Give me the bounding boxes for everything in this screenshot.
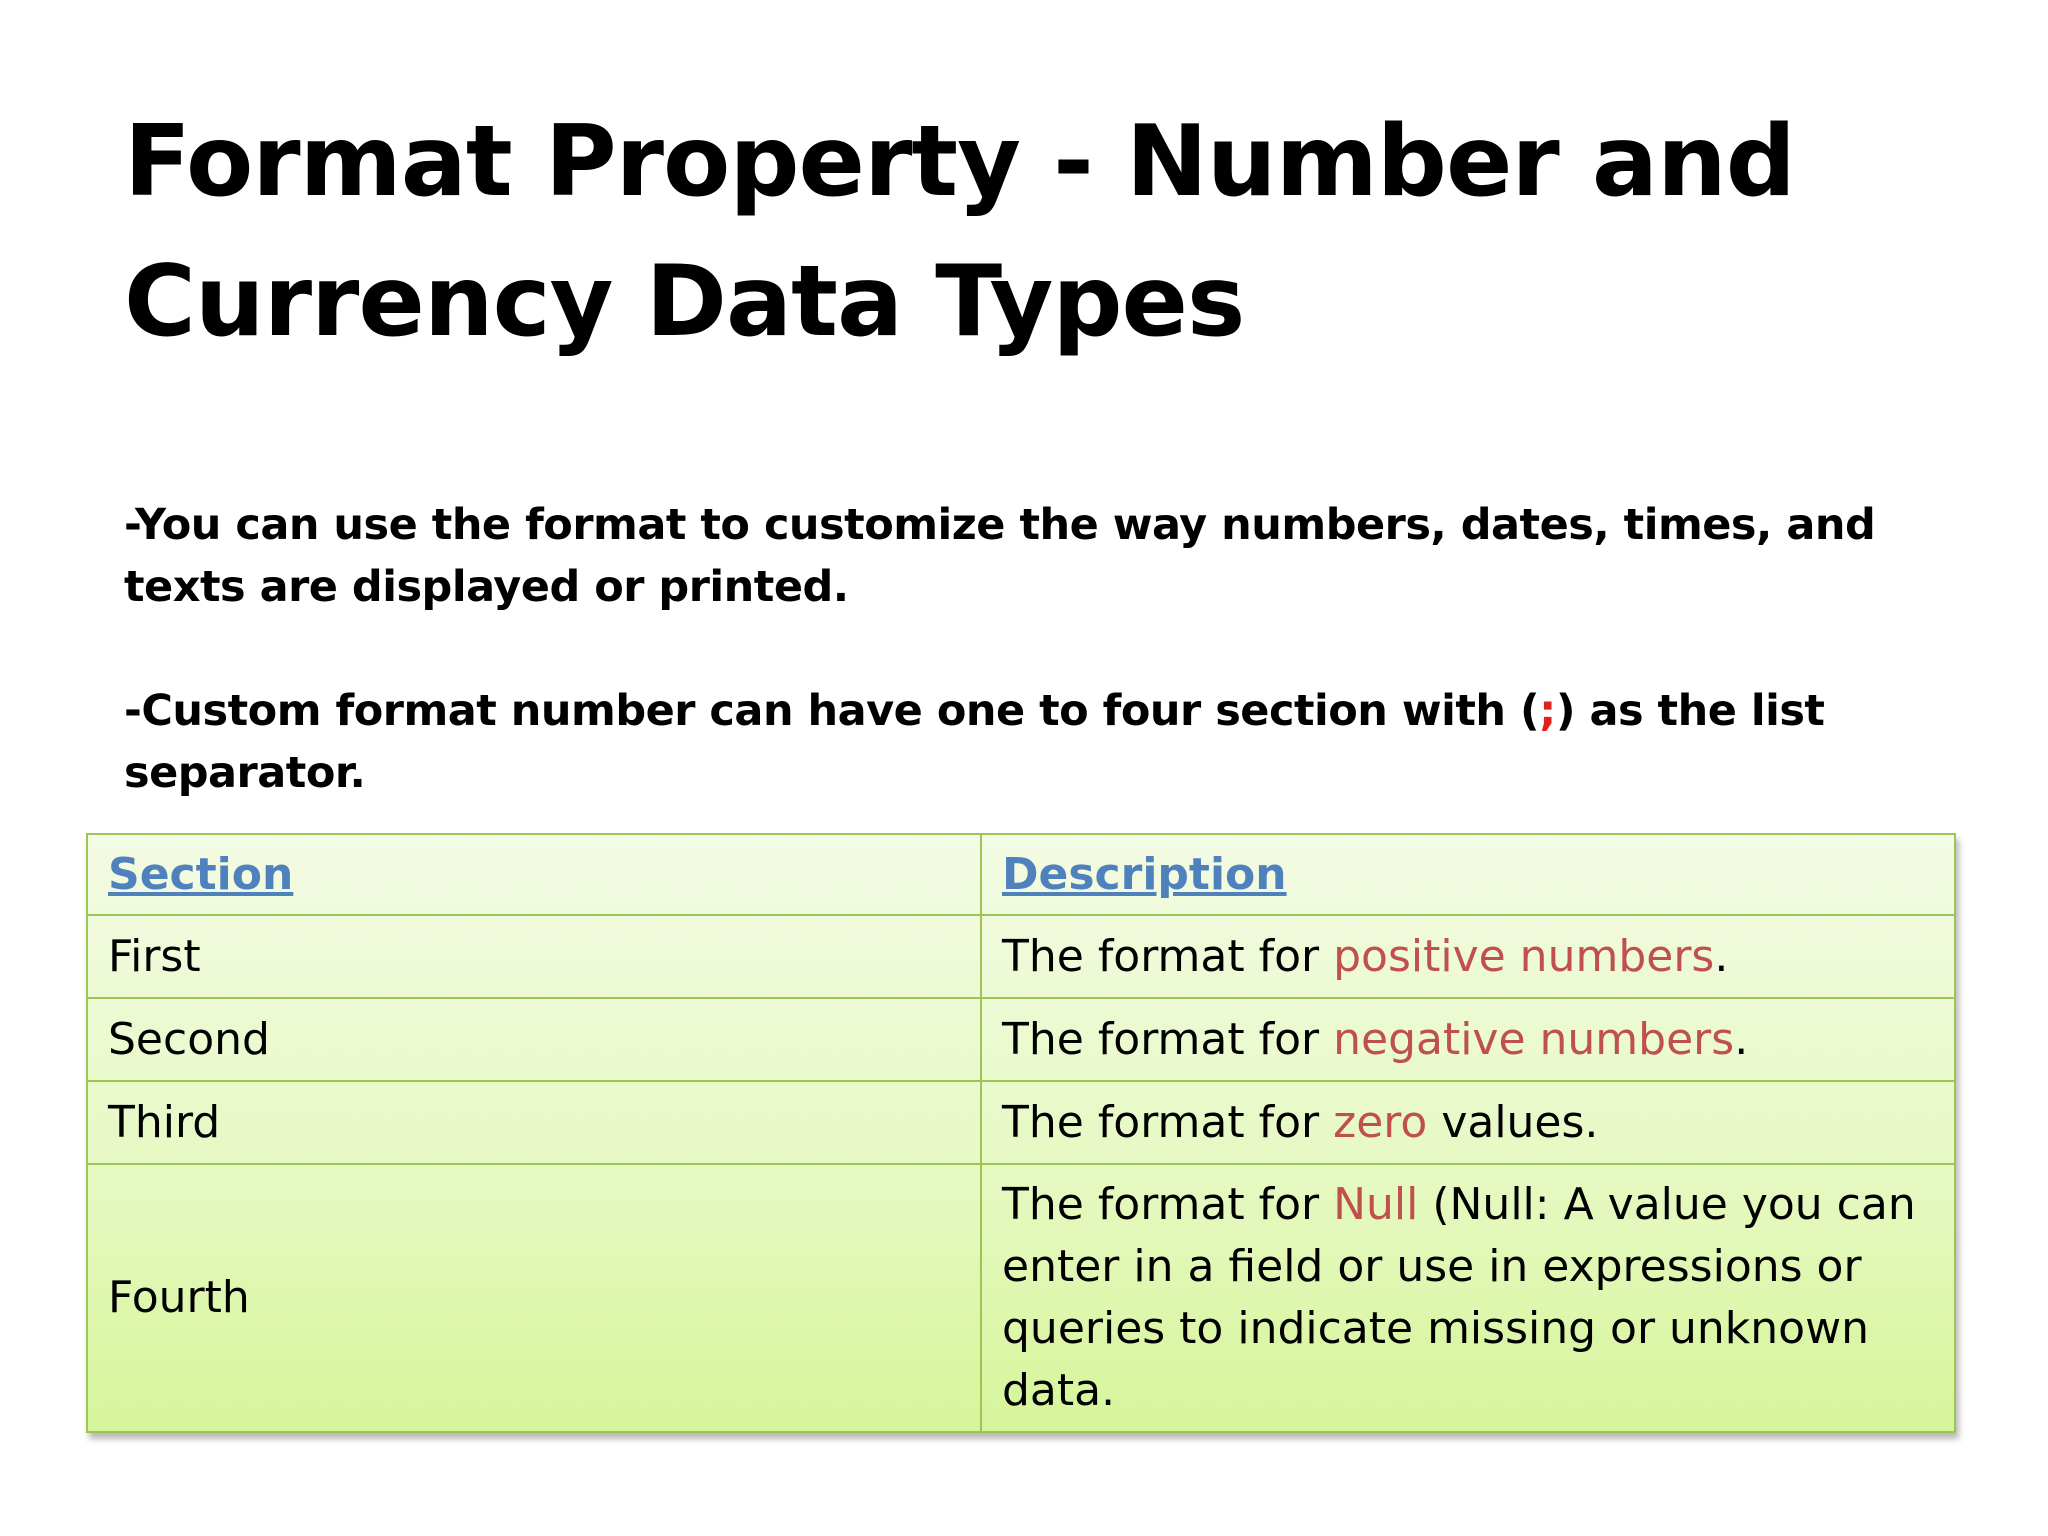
intro-paragraph: -You can use the format to customize the way numbers, dates, times, and texts are displayed or printed. <box>124 500 1876 612</box>
description-highlight: zero <box>1333 1096 1428 1148</box>
list-separator-symbol: ; <box>1539 686 1556 736</box>
separator-paragraph-after: ) as the list separator. <box>124 686 1825 798</box>
table-row <box>87 1081 1955 1164</box>
description-prefix: The format for <box>1002 1096 1334 1148</box>
table-row <box>87 915 1955 998</box>
description-cell <box>981 998 1955 1081</box>
header-cell-section <box>87 834 981 915</box>
description-cell <box>981 1164 1955 1432</box>
section-cell: Fourth <box>87 1164 981 1432</box>
description-suffix: . <box>1734 1013 1749 1065</box>
description-prefix: The format for <box>1002 1179 1334 1230</box>
table-row <box>87 998 1955 1081</box>
header-section-label: Section <box>108 848 294 900</box>
section-cell: Second <box>87 998 981 1081</box>
header-cell-description <box>981 834 1955 915</box>
slide-title: Format Property - Number and Currency Data Types <box>124 105 1795 359</box>
description-suffix: . <box>1714 930 1729 982</box>
table-row <box>87 1164 1955 1432</box>
description-highlight: negative numbers <box>1333 1013 1735 1065</box>
table-header-row <box>87 834 1955 915</box>
format-sections-table <box>86 833 1956 1433</box>
description-suffix: (Null: A value you can enter in a field or use in expressions or queries to indicate missing or unknown data. <box>1002 1179 1916 1416</box>
description-prefix: The format for <box>1002 930 1334 982</box>
separator-paragraph <box>124 680 1974 804</box>
separator-paragraph-before: -Custom format number can have one to four section with ( <box>124 686 1540 736</box>
description-highlight: positive numbers <box>1333 930 1715 982</box>
section-cell: First <box>87 915 981 998</box>
header-description-label: Description <box>1002 848 1287 900</box>
description-highlight: Null <box>1333 1179 1419 1230</box>
description-prefix: The format for <box>1002 1013 1334 1065</box>
description-cell <box>981 1081 1955 1164</box>
description-cell <box>981 915 1955 998</box>
section-cell: Third <box>87 1081 981 1164</box>
sections-table <box>86 833 1956 1433</box>
description-suffix: values. <box>1427 1096 1599 1148</box>
